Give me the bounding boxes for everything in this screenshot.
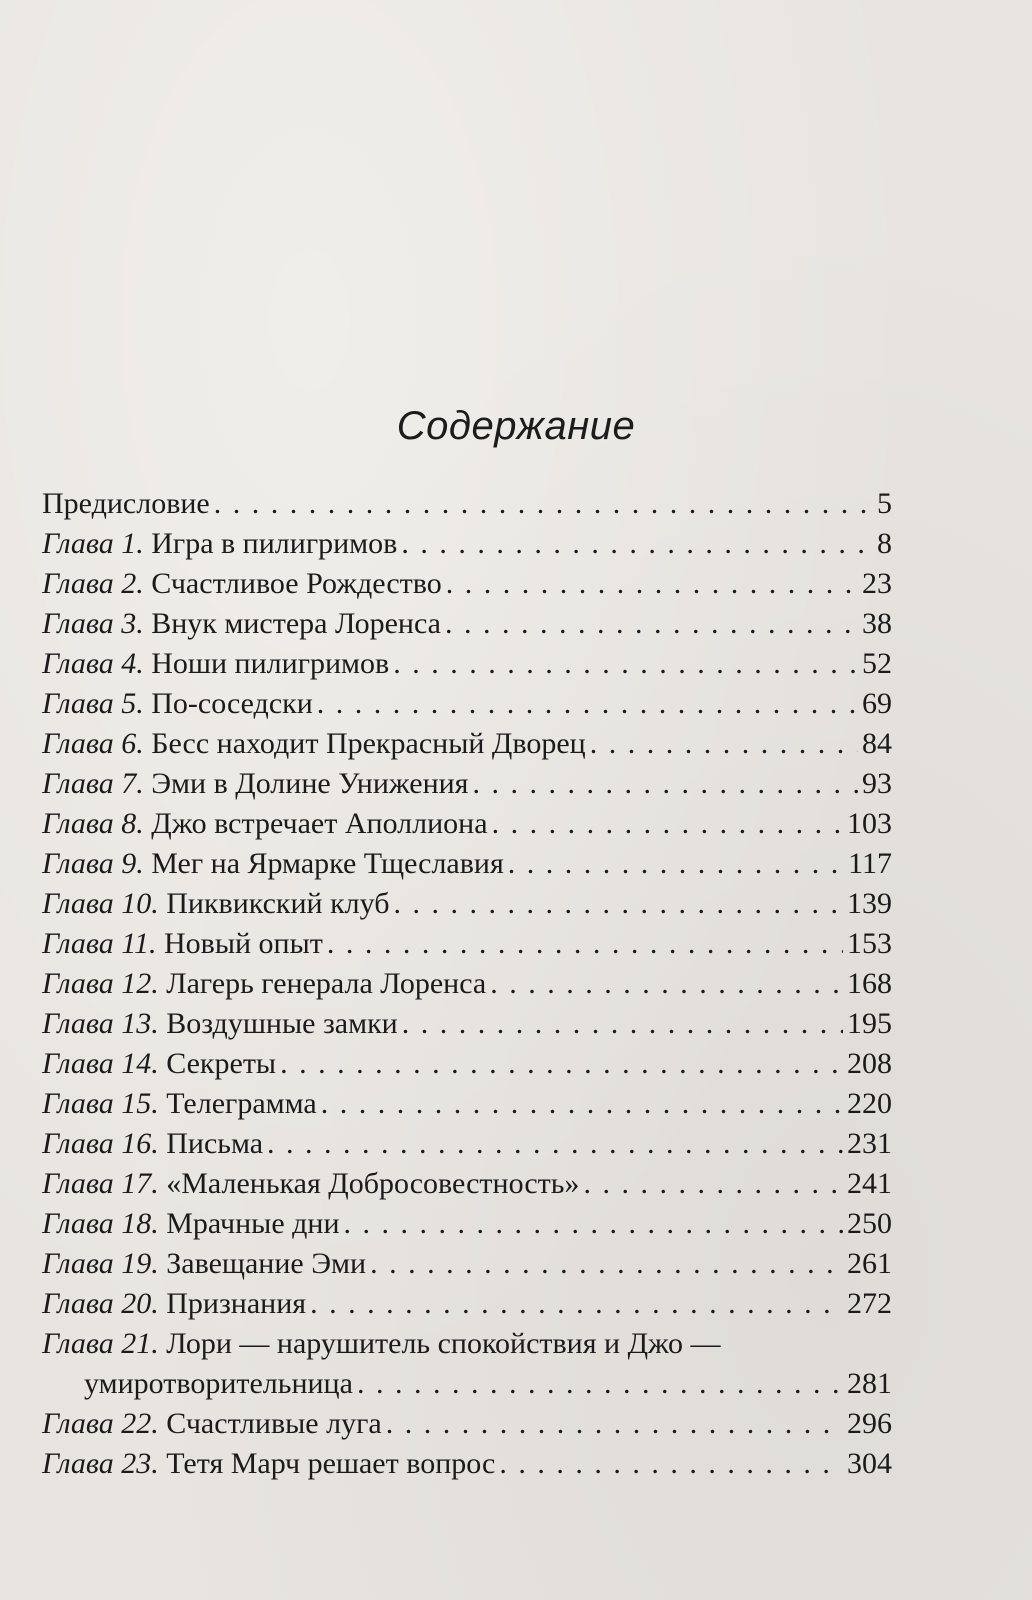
dot-leader — [267, 1124, 843, 1164]
toc-entry — [42, 1004, 892, 1044]
chapter-number: Глава 12. — [42, 967, 159, 1000]
chapter-number: Глава 18. — [42, 1207, 159, 1240]
toc-entry-title: Игра в пилигримов — [151, 527, 398, 560]
chapter-number: Глава 3. — [42, 607, 144, 640]
toc-entry-title: Тетя Марч решает вопрос — [166, 1447, 496, 1480]
toc-entry-title: Лори — нарушитель спокойствия и Джо — — [166, 1327, 721, 1360]
toc-page-number: 8 — [877, 527, 892, 560]
toc-entry-title: По-соседски — [151, 687, 313, 720]
toc-entry — [42, 1284, 892, 1324]
dot-leader — [310, 1284, 843, 1324]
dot-leader — [393, 644, 858, 684]
toc-entry-title: Джо встречает Аполлиона — [151, 807, 488, 840]
toc-entry-continuation — [42, 1364, 892, 1404]
toc-entry-title: Предисловие — [42, 487, 210, 520]
chapter-number: Глава 4. — [42, 647, 144, 680]
table-of-contents — [42, 484, 892, 1484]
toc-entry-title: Телеграмма — [166, 1087, 317, 1120]
chapter-number: Глава 20. — [42, 1287, 159, 1320]
toc-entry — [42, 644, 892, 684]
toc-entry — [42, 1164, 892, 1204]
toc-page-number: 168 — [847, 967, 892, 1000]
dot-leader — [280, 1044, 843, 1084]
dot-leader — [445, 604, 858, 644]
toc-entry-title: Завещание Эми — [166, 1247, 367, 1280]
toc-entry — [42, 564, 892, 604]
toc-page-number: 272 — [847, 1287, 892, 1320]
chapter-number: Глава 15. — [42, 1087, 159, 1120]
dot-leader — [499, 1444, 843, 1484]
toc-page-number: 241 — [847, 1167, 892, 1200]
chapter-number: Глава 2. — [42, 567, 144, 600]
toc-entry — [42, 804, 892, 844]
toc-entry — [42, 604, 892, 644]
chapter-number: Глава 5. — [42, 687, 144, 720]
dot-leader — [402, 1004, 843, 1044]
toc-entry — [42, 524, 892, 564]
toc-page-number: 304 — [847, 1447, 892, 1480]
toc-page-number: 296 — [847, 1407, 892, 1440]
toc-entry — [42, 844, 892, 884]
dot-leader — [370, 1244, 843, 1284]
toc-entry — [42, 884, 892, 924]
dot-leader — [317, 684, 858, 724]
toc-entry-title: Письма — [166, 1127, 264, 1160]
dot-leader — [214, 484, 873, 524]
chapter-number: Глава 23. — [42, 1447, 159, 1480]
dot-leader — [472, 764, 858, 804]
dot-leader — [386, 1404, 843, 1444]
dot-leader — [401, 524, 873, 564]
chapter-number: Глава 19. — [42, 1247, 159, 1280]
chapter-number: Глава 21. — [42, 1327, 159, 1360]
toc-entry-title-continuation: умиротворительница — [84, 1367, 353, 1400]
dot-leader — [327, 924, 843, 964]
toc-entry — [42, 1124, 892, 1164]
toc-entry-title: Новый опыт — [164, 927, 323, 960]
toc-entry — [42, 764, 892, 804]
toc-entry — [42, 1244, 892, 1284]
toc-page-number: 220 — [847, 1087, 892, 1120]
toc-entry — [42, 1444, 892, 1484]
toc-entry — [42, 1084, 892, 1124]
toc-entry — [42, 1044, 892, 1084]
toc-page-number: 84 — [862, 727, 892, 760]
toc-entry — [42, 1404, 892, 1444]
chapter-number: Глава 10. — [42, 887, 159, 920]
toc-page-number: 5 — [877, 487, 892, 520]
toc-entry-title: Воздушные замки — [166, 1007, 398, 1040]
dot-leader — [446, 564, 858, 604]
chapter-number: Глава 13. — [42, 1007, 159, 1040]
chapter-number: Глава 7. — [42, 767, 144, 800]
toc-page-number: 231 — [847, 1127, 892, 1160]
toc-entry — [42, 964, 892, 1004]
toc-entry-title: Мрачные дни — [166, 1207, 340, 1240]
dot-leader — [394, 884, 844, 924]
toc-entry — [42, 1324, 892, 1364]
toc-page-number: 153 — [847, 927, 892, 960]
toc-entry — [42, 1204, 892, 1244]
chapter-number: Глава 16. — [42, 1127, 159, 1160]
toc-page-number: 195 — [847, 1007, 892, 1040]
chapter-number: Глава 1. — [42, 527, 144, 560]
toc-entry-title: Секреты — [166, 1047, 277, 1080]
toc-entry-title: Счастливые луга — [166, 1407, 382, 1440]
dot-leader — [583, 1164, 843, 1204]
chapter-number: Глава 17. — [42, 1167, 159, 1200]
toc-page-number: 281 — [847, 1367, 892, 1400]
dot-leader — [357, 1364, 843, 1404]
toc-page-number: 38 — [862, 607, 892, 640]
toc-page-number: 93 — [862, 767, 892, 800]
toc-page-number: 52 — [862, 647, 892, 680]
chapter-number: Глава 14. — [42, 1047, 159, 1080]
toc-entry — [42, 484, 892, 524]
toc-entry-title: Признания — [166, 1287, 307, 1320]
toc-page-number: 208 — [847, 1047, 892, 1080]
toc-entry-title: Бесс находит Прекрасный Дворец — [151, 727, 586, 760]
toc-entry-title: «Маленькая Добросовестность» — [166, 1167, 580, 1200]
toc-page-number: 250 — [847, 1207, 892, 1240]
toc-entry — [42, 684, 892, 724]
toc-entry-title: Внук мистера Лоренса — [151, 607, 441, 640]
toc-page-number: 23 — [862, 567, 892, 600]
dot-leader — [344, 1204, 843, 1244]
toc-page-number: 261 — [847, 1247, 892, 1280]
toc-page-number: 139 — [847, 887, 892, 920]
toc-entry-title: Эми в Долине Унижения — [151, 767, 469, 800]
toc-entry — [42, 924, 892, 964]
toc-entry-title: Счастливое Рождество — [151, 567, 442, 600]
dot-leader — [321, 1084, 843, 1124]
toc-page-number: 103 — [847, 807, 892, 840]
toc-page-number: 69 — [862, 687, 892, 720]
toc-entry — [42, 724, 892, 764]
chapter-number: Глава 9. — [42, 847, 144, 880]
toc-page-number: 117 — [848, 847, 892, 880]
toc-entry-title: Пиквикский клуб — [166, 887, 390, 920]
chapter-number: Глава 6. — [42, 727, 144, 760]
dot-leader — [490, 964, 843, 1004]
chapter-number: Глава 8. — [42, 807, 144, 840]
dot-leader — [590, 724, 858, 764]
dot-leader — [508, 844, 844, 884]
toc-entry-title: Мег на Ярмарке Тщеславия — [151, 847, 504, 880]
toc-entry-title: Ноши пилигримов — [151, 647, 390, 680]
contents-heading: Содержание — [396, 404, 636, 448]
toc-entry-title: Лагерь генерала Лоренса — [166, 967, 487, 1000]
chapter-number: Глава 22. — [42, 1407, 159, 1440]
chapter-number: Глава 11. — [42, 927, 157, 960]
dot-leader — [492, 804, 843, 844]
